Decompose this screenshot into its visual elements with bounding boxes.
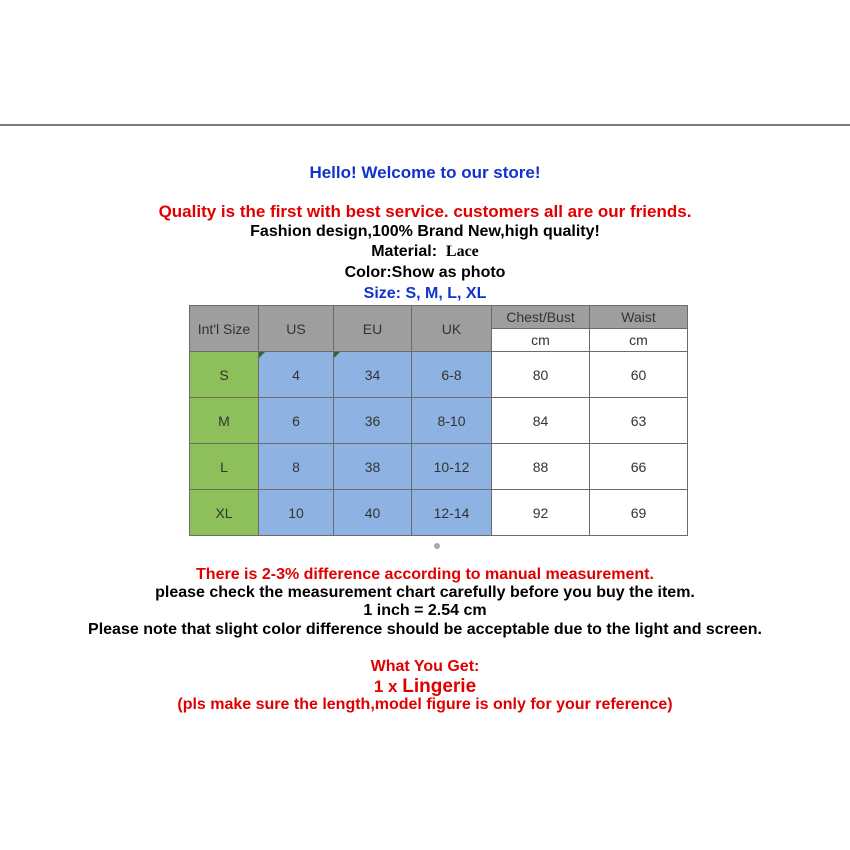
fashion-text: Fashion design,100% Brand New,high quality!: [250, 223, 600, 240]
cell-waist: 69: [590, 490, 688, 536]
header-us: US: [259, 306, 334, 352]
cell-uk: 12-14: [412, 490, 492, 536]
header-waist: Waist: [590, 306, 688, 329]
sizes-text: Size: S, M, L, XL: [363, 285, 487, 302]
carousel-dot: [434, 543, 440, 549]
cell-intl: M: [190, 398, 259, 444]
reference-note: (pls make sure the length,model figure is only for your reference): [177, 696, 673, 713]
package-item: Lingerie: [402, 676, 477, 697]
unit-waist: cm: [590, 329, 688, 352]
color-text: Color:Show as photo: [344, 264, 506, 281]
cell-chest: 80: [492, 352, 590, 398]
cell-eu: 36: [334, 398, 412, 444]
table-row: [190, 490, 688, 536]
header-intl-size: Int'l Size: [190, 306, 259, 352]
inch-note: 1 inch = 2.54 cm: [363, 602, 487, 619]
cell-chest: 88: [492, 444, 590, 490]
material-line: [0, 243, 850, 261]
cell-intl: L: [190, 444, 259, 490]
cell-uk: 10-12: [412, 444, 492, 490]
material-value: Lace: [445, 243, 479, 260]
header-uk: UK: [412, 306, 492, 352]
unit-chest: cm: [492, 329, 590, 352]
package-qty: 1 x: [373, 677, 398, 696]
check-note: please check the measurement chart carefully before you buy the item.: [155, 584, 695, 601]
cell-waist: 63: [590, 398, 688, 444]
cell-eu: 38: [334, 444, 412, 490]
package-contents: [0, 676, 850, 698]
what-you-get-title: What You Get:: [370, 658, 480, 675]
size-chart-table: [189, 305, 688, 536]
cell-us: 10: [259, 490, 334, 536]
cell-waist: 66: [590, 444, 688, 490]
table-row: [190, 398, 688, 444]
cell-intl: S: [190, 352, 259, 398]
cell-eu: 40: [334, 490, 412, 536]
quality-text: Quality is the first with best service. customers all are our friends.: [158, 202, 692, 221]
top-divider: [0, 124, 850, 126]
header-chest-bust: Chest/Bust: [492, 306, 590, 329]
cell-waist: 60: [590, 352, 688, 398]
cell-us: 6: [259, 398, 334, 444]
material-label: Material:: [371, 243, 438, 260]
cell-us: 8: [259, 444, 334, 490]
cell-intl: XL: [190, 490, 259, 536]
header-eu: EU: [334, 306, 412, 352]
table-row: [190, 352, 688, 398]
table-header-row: [190, 306, 688, 329]
color-note: Please note that slight color difference should be acceptable due to the light and screen.: [88, 621, 762, 638]
table-row: [190, 444, 688, 490]
cell-chest: 84: [492, 398, 590, 444]
welcome-text: Hello! Welcome to our store!: [309, 163, 541, 182]
cell-eu: 34: [334, 352, 412, 398]
cell-chest: 92: [492, 490, 590, 536]
cell-us: 4: [259, 352, 334, 398]
cell-uk: 6-8: [412, 352, 492, 398]
difference-note: There is 2-3% difference according to manual measurement.: [196, 566, 654, 583]
cell-uk: 8-10: [412, 398, 492, 444]
